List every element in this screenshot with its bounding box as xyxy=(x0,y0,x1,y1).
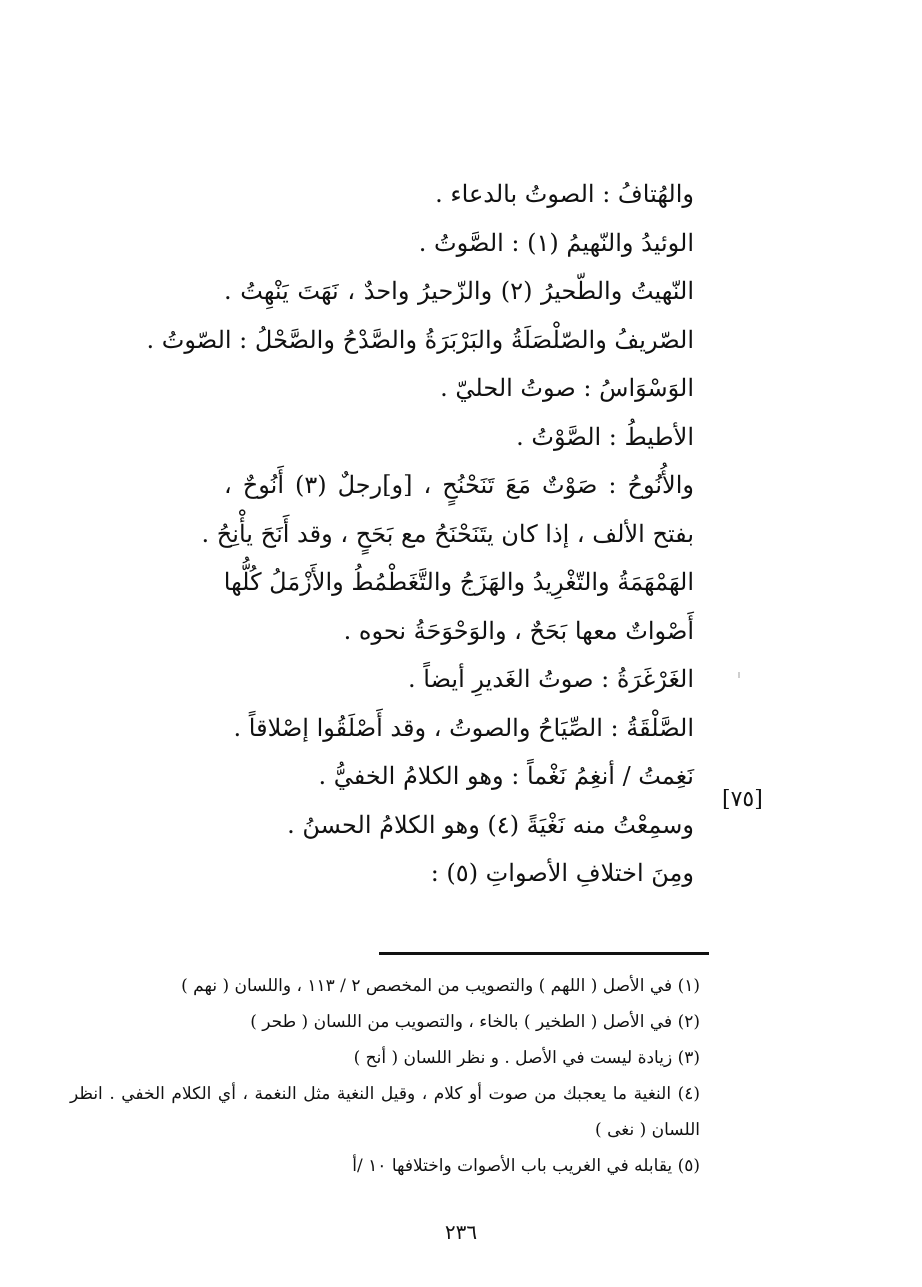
footnote: (٤) النغية ما يعجبك من صوت أو كلام ، وقيل النغية مثل النغمة ، أي الكلام الخفي . انظر اللسان ( نغى ) xyxy=(70,1084,700,1140)
text-line: بفتح الألف ، إذا كان يتَنَحْنَحُ مع بَحَحٍ ، وقد أَنَحَ يأْنِحُ . xyxy=(201,519,694,548)
text-line: والأُنُوحُ : صَوْتٌ مَعَ تَنَحْنُحٍ ، [و]رجلٌ (٣) أَنُوحٌ ، xyxy=(224,471,694,499)
text-line: الهَمْهَمَةُ والتّغْرِيدُ والهَزَجُ والتَّغَطْمُطُ والأَزْمَلُ كُلُّها xyxy=(223,568,694,596)
text-line: ومِنَ اختلافِ الأصواتِ (٥) : xyxy=(430,859,694,887)
text-line: وسمِعْتُ منه نَغْيَةً (٤) وهو الكلامُ الحسنُ . xyxy=(287,810,694,839)
text-line: الوئيدُ والنّهيمُ (١) : الصَّوتُ . xyxy=(418,228,694,257)
main-text xyxy=(146,170,694,898)
text-line: الصّريفُ والصّلْصَلَةُ والبَرْبَرَةُ والصَّدْحُ والصَّحْلُ : الصّوتُ . xyxy=(146,325,694,354)
text-line: النّهيتُ والطّحيرُ (٢) والزّحيرُ واحدٌ ، نَهَتَ يَنْهِتُ . xyxy=(224,277,694,305)
footnotes xyxy=(70,968,700,1184)
text-line: الأطيطُ : الصَّوْتُ . xyxy=(516,422,694,451)
scan-speck xyxy=(738,672,740,678)
text-line: نَغِمتُ / أنغِمُ نَغْماً : وهو الكلامُ الخفيُّ . xyxy=(318,762,694,790)
text-line: الوَسْوَاسُ : صوتُ الحليّ . xyxy=(440,374,694,402)
footnote: (١) في الأصل ( اللهم ) والتصويب من المخصص ٢ / ١١٣ ، واللسان ( نهم ) xyxy=(181,976,700,996)
footnote: (٣) زيادة ليست في الأصل . و نظر اللسان ( أنح ) xyxy=(353,1048,700,1068)
text-line: الصَّلْقَةُ : الصِّيَاحُ والصوتُ ، وقد أَصْلَقُوا إصْلاقاً . xyxy=(233,713,694,742)
footnote: (٥) يقابله في الغريب باب الأصوات واختلافها ١٠ /أ xyxy=(352,1156,700,1176)
text-line: الغَرْغَرَةُ : صوتُ الغَديرِ أيضاً . xyxy=(408,665,694,693)
text-line: والهُتافُ : الصوتُ بالدعاء . xyxy=(435,180,694,208)
footnote-divider xyxy=(379,952,709,955)
footnote: (٢) في الأصل ( الطخير ) بالخاء ، والتصويب من اللسان ( طحر ) xyxy=(250,1012,700,1032)
manuscript-page-marker: [٧٥] xyxy=(722,787,763,812)
page-number: ٢٣٦ xyxy=(444,1220,478,1244)
text-line: أَصْواتٌ معها بَحَحٌ ، والوَحْوَحَةُ نحوه . xyxy=(343,616,694,645)
